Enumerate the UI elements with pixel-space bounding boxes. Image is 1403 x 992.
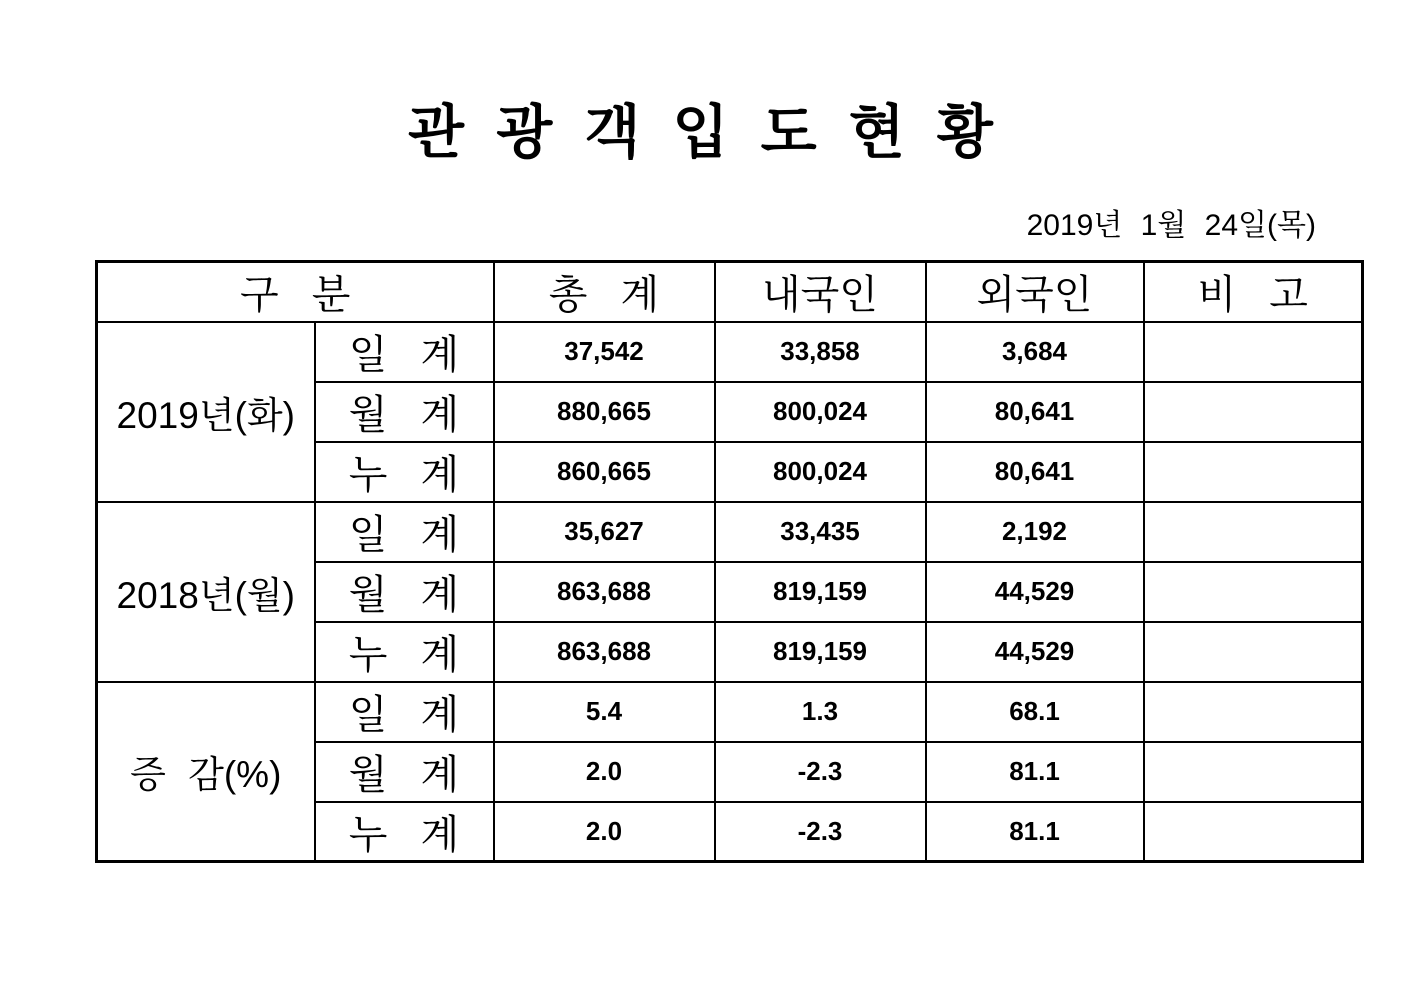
report-date: 2019년 1월 24일(목) [1026, 209, 1316, 242]
cell-remark [1144, 502, 1363, 562]
cell-remark [1144, 322, 1363, 382]
row-label-cumulative: 누 계 [315, 622, 494, 682]
cell-domestic: -2.3 [715, 742, 926, 802]
document-content [95, 208, 1361, 863]
cell-total: 5.4 [494, 682, 715, 742]
cell-domestic: 1.3 [715, 682, 926, 742]
cell-remark [1144, 742, 1363, 802]
cell-remark [1144, 382, 1363, 442]
col-header-category: 구 분 [97, 262, 494, 322]
cell-total: 860,665 [494, 442, 715, 502]
cell-domestic: 33,858 [715, 322, 926, 382]
cell-total: 37,542 [494, 322, 715, 382]
table-row [97, 502, 1363, 562]
cell-foreign: 2,192 [926, 502, 1144, 562]
row-label-monthly: 월 계 [315, 742, 494, 802]
group-label-2018: 2018년(월) [97, 502, 315, 682]
cell-total: 863,688 [494, 622, 715, 682]
row-label-daily: 일 계 [315, 322, 494, 382]
cell-foreign: 68.1 [926, 682, 1144, 742]
cell-total: 880,665 [494, 382, 715, 442]
cell-foreign: 80,641 [926, 442, 1144, 502]
cell-total: 2.0 [494, 802, 715, 862]
row-label-daily: 일 계 [315, 502, 494, 562]
cell-foreign: 81.1 [926, 742, 1144, 802]
group-label-change-pct: 증 감(%) [97, 682, 315, 862]
group-label-2019: 2019년(화) [97, 322, 315, 502]
cell-foreign: 44,529 [926, 622, 1144, 682]
cell-foreign: 80,641 [926, 382, 1144, 442]
col-header-total: 총 계 [494, 262, 715, 322]
table-header-row [97, 262, 1363, 322]
row-label-cumulative: 누 계 [315, 442, 494, 502]
cell-foreign: 81.1 [926, 802, 1144, 862]
cell-remark [1144, 442, 1363, 502]
table-row [97, 322, 1363, 382]
row-label-cumulative: 누 계 [315, 802, 494, 862]
col-header-foreign: 외국인 [926, 262, 1144, 322]
cell-total: 35,627 [494, 502, 715, 562]
cell-domestic: 819,159 [715, 562, 926, 622]
cell-domestic: -2.3 [715, 802, 926, 862]
row-label-monthly: 월 계 [315, 382, 494, 442]
table-row [97, 682, 1363, 742]
cell-remark [1144, 802, 1363, 862]
col-header-remarks: 비 고 [1144, 262, 1363, 322]
cell-remark [1144, 682, 1363, 742]
cell-domestic: 819,159 [715, 622, 926, 682]
cell-total: 2.0 [494, 742, 715, 802]
cell-remark [1144, 562, 1363, 622]
cell-domestic: 800,024 [715, 382, 926, 442]
cell-domestic: 800,024 [715, 442, 926, 502]
cell-foreign: 44,529 [926, 562, 1144, 622]
page-title: 관 광 객 입 도 현 황 [408, 100, 995, 165]
cell-total: 863,688 [494, 562, 715, 622]
cell-remark [1144, 622, 1363, 682]
row-label-monthly: 월 계 [315, 562, 494, 622]
cell-foreign: 3,684 [926, 322, 1144, 382]
col-header-domestic: 내국인 [715, 262, 926, 322]
cell-domestic: 33,435 [715, 502, 926, 562]
tourist-arrivals-table [95, 260, 1364, 863]
row-label-daily: 일 계 [315, 682, 494, 742]
